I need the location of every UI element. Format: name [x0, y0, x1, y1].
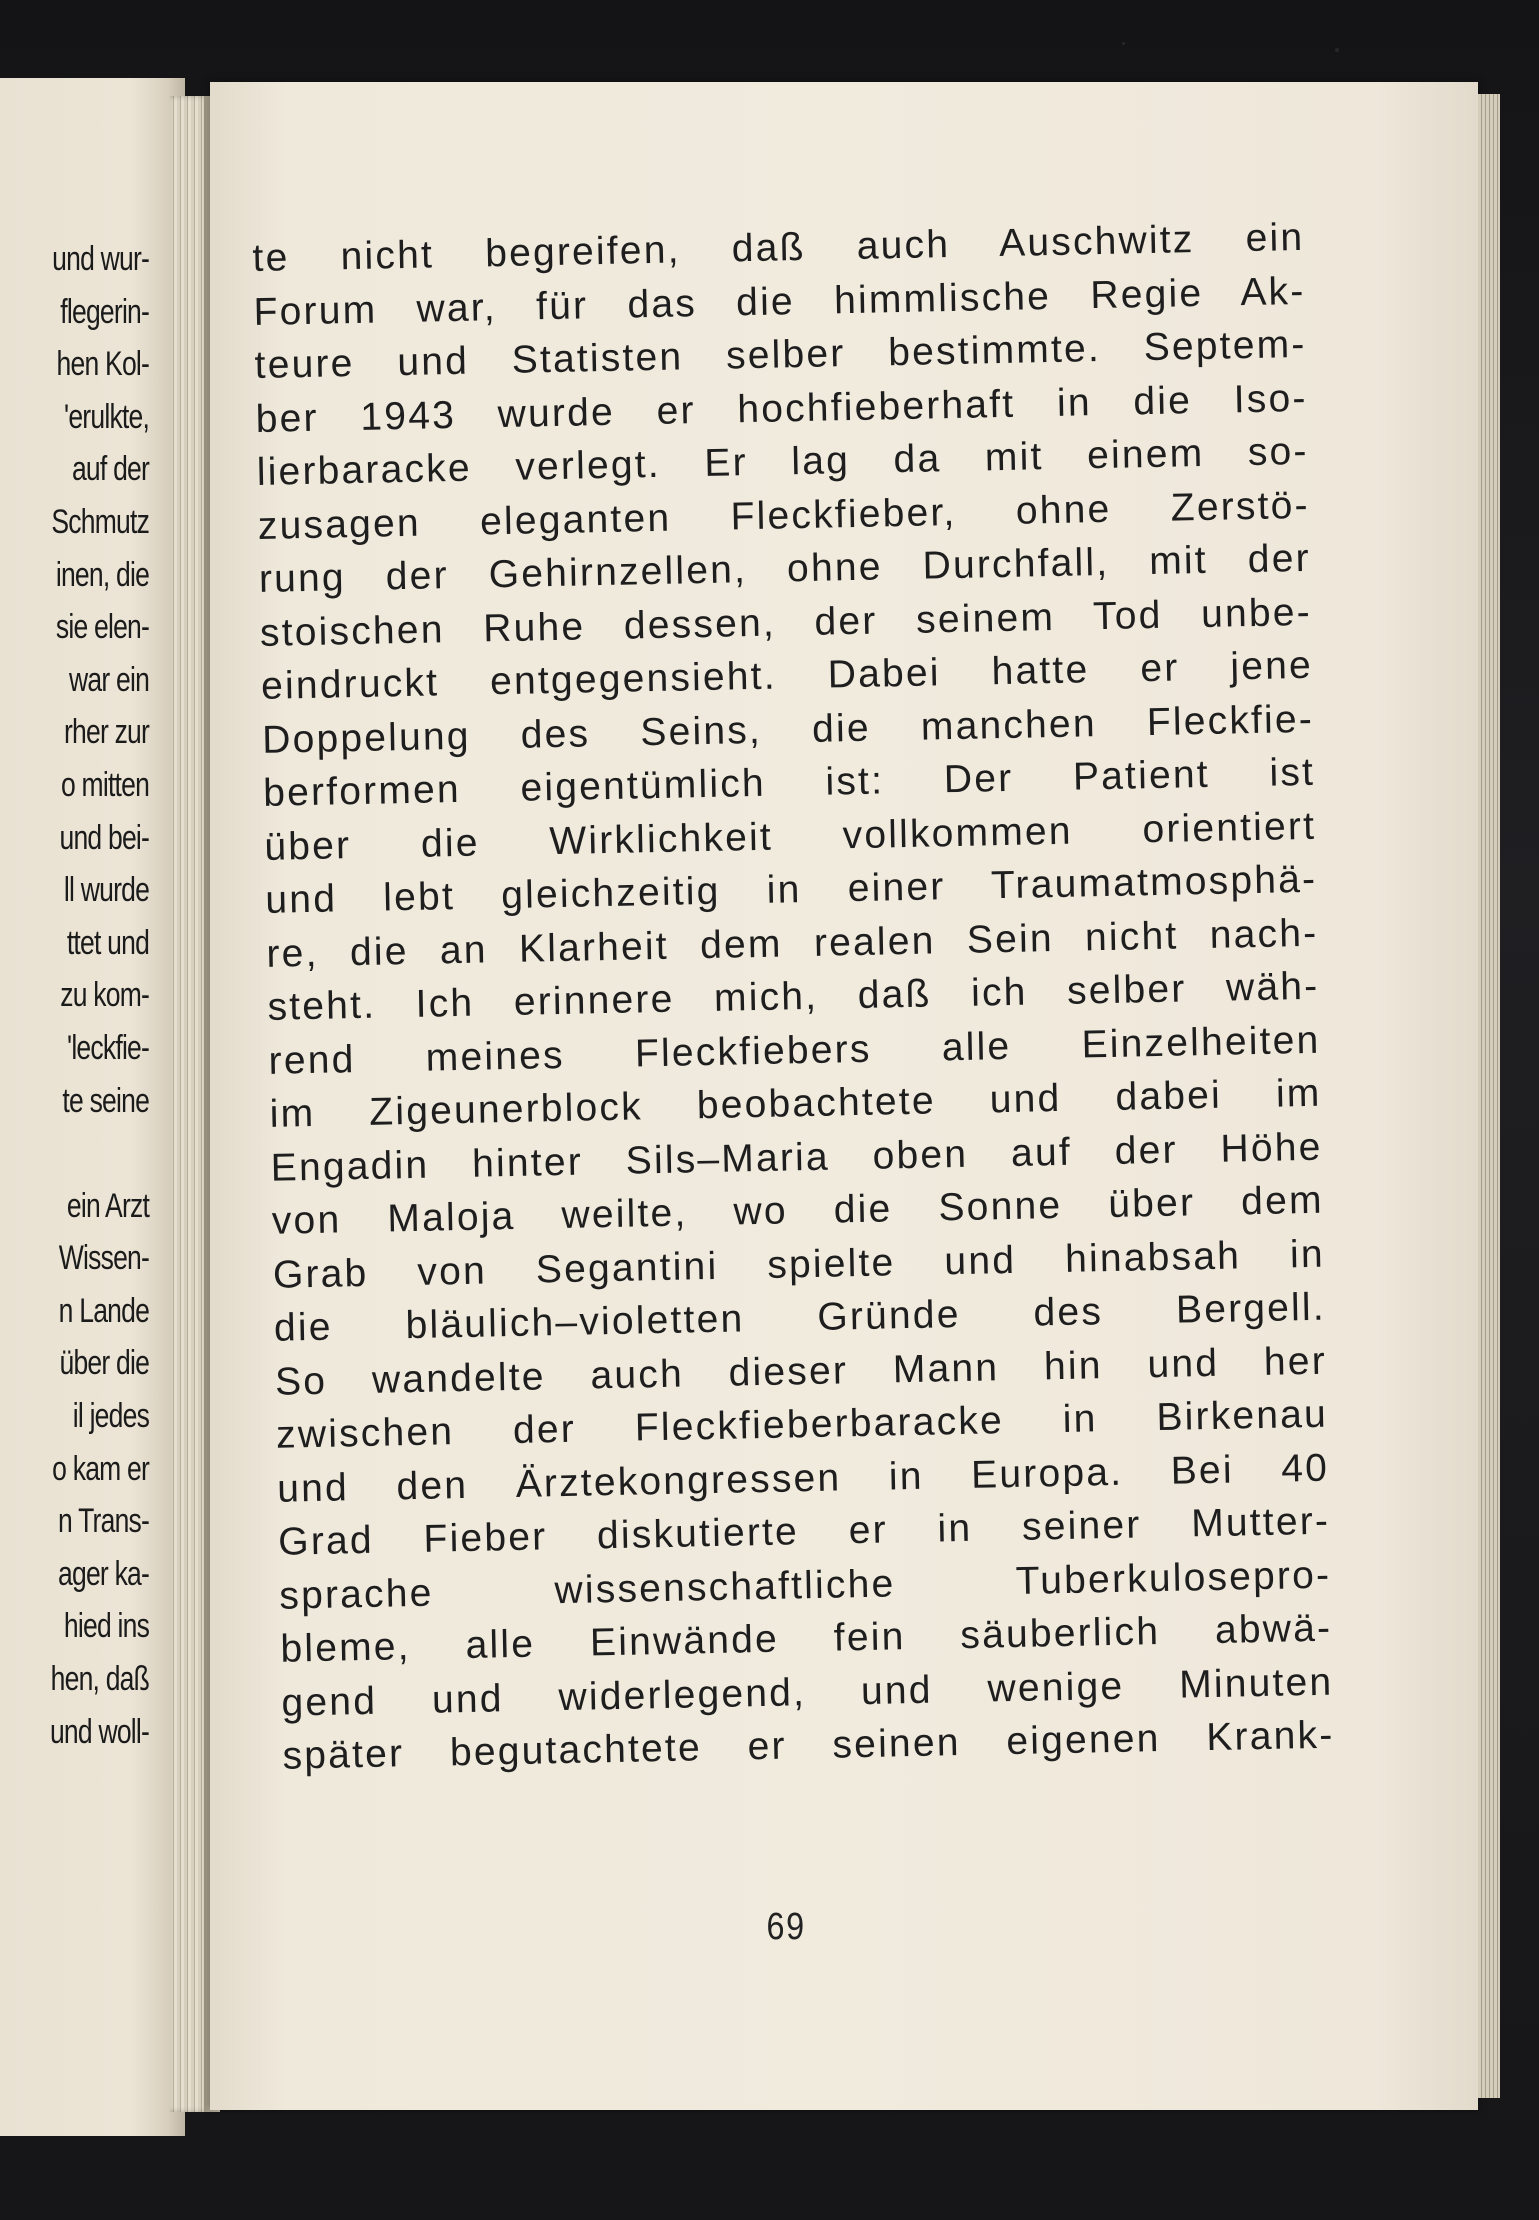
left-page-line: inen, die — [55, 555, 149, 594]
left-page-line: ein Arzt — [66, 1186, 149, 1225]
text-line: und lebt gleichzeitig in einer Traumatmosphä- — [264, 857, 1318, 922]
text-line: im Zigeunerblock beobachtete und dabei im — [269, 1071, 1322, 1136]
left-page — [0, 78, 185, 2136]
text-line: teure und Statisten selber bestimmte. Septem- — [254, 322, 1307, 387]
text-line: rend meines Fleckfiebers alle Einzelheiten — [268, 1018, 1321, 1083]
text-line: gend und widerlegend, und wenige Minuten — [281, 1660, 1334, 1725]
left-page-line: und bei- — [59, 818, 149, 857]
text-line: und den Ärztekongressen in Europa. Bei 40 — [276, 1446, 1330, 1511]
dust-speck — [1335, 48, 1339, 52]
left-page-line: o kam er — [52, 1449, 149, 1488]
right-page — [210, 82, 1478, 2110]
left-page-line: sie elen- — [55, 608, 149, 647]
text-line: bleme, alle Einwände fein säuberlich abwä- — [280, 1606, 1333, 1671]
text-line: sprache wissenschaftliche Tuberkulosepro- — [278, 1553, 1332, 1618]
left-page-line: ttet und — [66, 923, 149, 962]
text-line: te nicht begreifen, daß auch Auschwitz ein — [252, 215, 1305, 280]
text-line: rung der Gehirnzellen, ohne Durchfall, mit der — [258, 536, 1312, 601]
left-page-line: flegerin- — [60, 292, 150, 331]
text-line: stoischen Ruhe dessen, der seinem Tod unbe- — [259, 590, 1313, 655]
text-line: Doppelung des Seins, die manchen Fleckfie- — [261, 697, 1315, 762]
dust-speck — [1122, 42, 1125, 45]
text-line: von Maloja weilte, wo die Sonne über dem — [271, 1178, 1325, 1243]
text-line: Grab von Segantini spielte und hinabsah in — [272, 1232, 1326, 1297]
page-number: 69 — [766, 1906, 806, 1948]
left-page-line: war ein — [68, 660, 149, 699]
left-page-line: n Trans- — [57, 1502, 149, 1541]
left-page-line: über die — [59, 1344, 149, 1383]
left-page-line: n Lande — [58, 1291, 150, 1330]
left-page-line: ager ka- — [57, 1554, 149, 1593]
text-line: Forum war, für das die himmlische Regie Ak- — [253, 269, 1306, 334]
left-page-line: rher zur — [63, 713, 149, 752]
text-line: So wandelte auch dieser Mann hin und her — [274, 1339, 1328, 1404]
left-page-line: Schmutz — [51, 502, 149, 541]
text-line: die bläulich–violetten Gründe des Bergell. — [273, 1285, 1327, 1350]
left-page-line: auf der — [71, 450, 149, 489]
left-page-line: o mitten — [60, 765, 149, 804]
left-page-line — [50, 1127, 149, 1180]
left-page-line: Wissen- — [58, 1239, 150, 1278]
left-page-line: zu kom- — [60, 976, 149, 1015]
left-page-line: ll wurde — [63, 871, 149, 910]
text-line: re, die an Klarheit dem realen Sein nicht nach- — [266, 911, 1319, 976]
left-page-line: 'leckfie- — [66, 1028, 149, 1067]
left-page-line: hen, daß — [50, 1660, 149, 1699]
text-line: Grad Fieber diskutierte er in seiner Mutter- — [277, 1499, 1331, 1564]
text-line: Engadin hinter Sils–Maria oben auf der Höhe — [270, 1125, 1324, 1190]
text-line: ber 1943 wurde er hochfieberhaft in die Iso- — [255, 376, 1308, 441]
text-line: steht. Ich erinnere mich, daß ich selber wäh- — [267, 964, 1320, 1029]
text-line: berformen eigentümlich ist: Der Patient ist — [262, 750, 1316, 815]
left-page-line: und wur- — [52, 240, 149, 278]
left-page-line: te seine — [62, 1081, 149, 1120]
text-line: zwischen der Fleckfieberbaracke in Birkenau — [275, 1392, 1329, 1457]
left-page-text — [50, 233, 149, 1758]
left-page-line: hen Kol- — [56, 345, 150, 384]
left-page-line: 'erulkte, — [63, 397, 149, 436]
text-line: lierbaracke verlegt. Er lag da mit einem so- — [256, 429, 1310, 494]
text-line: zusagen eleganten Fleckfieber, ohne Zerstö- — [257, 483, 1311, 548]
text-line: über die Wirklichkeit vollkommen orientiert — [263, 804, 1317, 869]
left-page-line: und woll- — [49, 1712, 149, 1751]
left-page-line: il jedes — [72, 1397, 149, 1436]
text-line: eindruckt entgegensieht. Dabei hatte er jene — [260, 643, 1314, 708]
left-page-line: hied ins — [63, 1607, 149, 1646]
body-text — [252, 211, 1335, 1783]
text-line: später begutachtete er seinen eigenen Krank- — [282, 1713, 1335, 1778]
